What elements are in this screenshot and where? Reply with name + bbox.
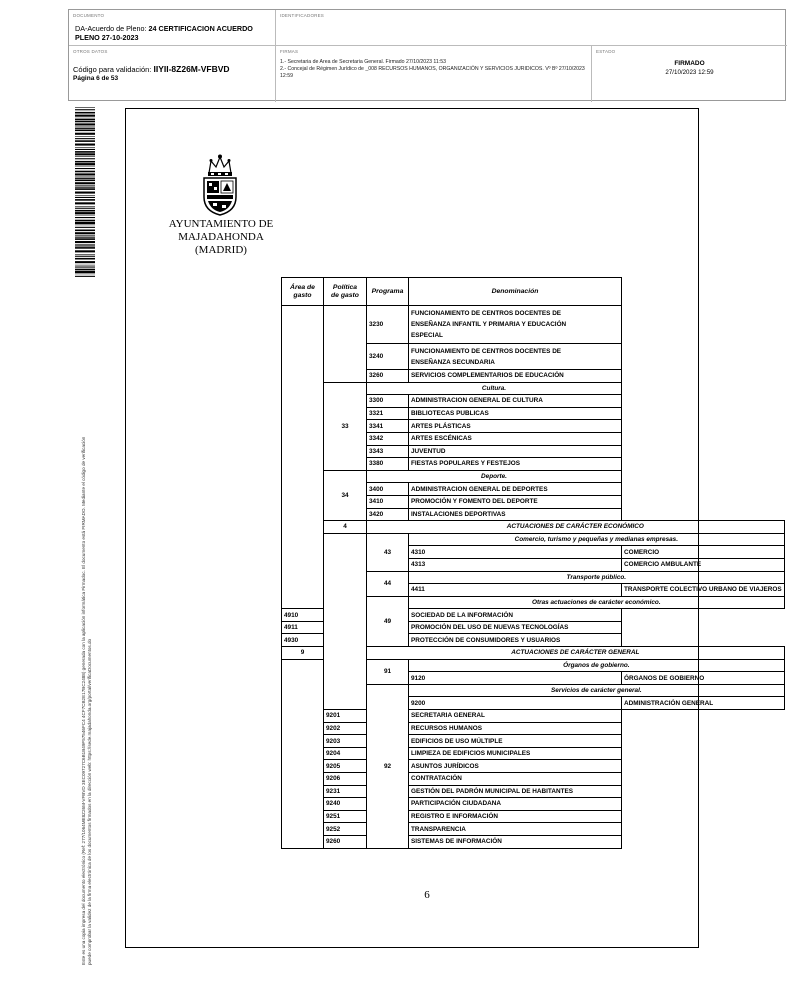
ayuntamiento-name: AYUNTAMIENTO DE MAJADAHONDA (MADRID) [168,218,274,256]
identificadores-label: IDENTIFICADORES [280,13,325,18]
estado-cell [592,46,787,102]
page-count: Página 6 de 53 [73,75,119,82]
program-code: 9120 [409,672,622,685]
barcode-bar [75,220,95,222]
policy-cell: 44 [367,571,409,596]
program-code: 3380 [367,458,409,471]
barcode-bar [75,153,95,155]
barcode-bar [75,197,95,198]
program-code: 3230 [367,306,409,344]
program-code: 3342 [367,432,409,445]
barcode-bar [75,271,95,273]
program-name: COMERCIO AMBULANTE [622,558,785,571]
barcode-bar [75,212,95,214]
table-row [282,785,785,798]
barcode-bar [75,261,95,263]
program-name: GESTIÓN DEL PADRÓN MUNICIPAL DE HABITANTES [409,785,622,798]
barcode-bar [75,107,95,108]
program-code: 4310 [409,546,622,559]
budget-program-table [281,277,785,849]
program-name: PARTICIPACIÓN CIUDADANA [409,798,622,811]
side-verification-text [81,285,93,965]
barcode-bar [75,185,95,186]
table-row [282,810,785,823]
program-code: 3260 [367,370,409,383]
barcode-bar [75,237,95,238]
table-header-row [282,278,785,306]
category-row [282,470,785,483]
program-code: 9204 [324,747,367,760]
program-name: ADMINISTRACION GENERAL DE CULTURA [409,395,622,408]
barcode-bar [75,269,95,271]
document-header [68,9,786,101]
barcode-bar [75,206,95,207]
program-name: JUVENTUD [409,445,622,458]
table-row [282,306,785,344]
program-code: 4313 [409,558,622,571]
program-name: PROTECCIÓN DE CONSUMIDORES Y USUARIOS [409,634,622,647]
category-label: Otras actuaciones de carácter económico. [409,596,785,609]
category-label: Transporte público. [409,571,785,584]
program-code: 9240 [324,798,367,811]
barcode-bar [75,144,95,146]
barcode-bar [75,244,95,245]
barcode-bar [75,118,95,119]
barcode-bar [75,156,95,157]
program-code: 3420 [367,508,409,521]
table-row [282,835,785,848]
documento-label: DOCUMENTO [73,13,105,18]
barcode-bar [75,238,95,240]
program-name: FUNCIONAMIENTO DE CENTROS DOCENTES DE ENSEÑANZA INFANTIL Y PRIMARIA Y EDUCACIÓN ESPECIAL [409,306,622,344]
program-name: EDIFICIOS DE USO MÚLTIPLE [409,735,622,748]
program-name: ÓRGANOS DE GOBIERNO [622,672,785,685]
side-text-line-1: Este es una copia impresa del documento electrónico (Ref: 277/1064ME8Z26M-VFBVD 3EC09727C6B1B49F57546FC4 4CF7CB2E17BC2488) generada con la aplicación informática Firmadoc. El documento está FIRMADO. Mediante el código de verificación [81,436,86,965]
header-programa: Programa [367,278,409,306]
program-name: ASUNTOS JURÍDICOS [409,760,622,773]
barcode-bar [75,258,95,260]
firma-1: 1.- Secretaria de Area de Secretaria General. Firmado 27/10/2023 11:53 [280,59,447,65]
otros-datos-label: OTROS DATOS [73,49,108,54]
program-code: 9231 [324,785,367,798]
program-code: 3343 [367,445,409,458]
program-code: 9206 [324,773,367,786]
barcode-bar [75,158,95,159]
program-name: SOCIEDAD DE LA INFORMACIÓN [409,609,622,622]
barcode-bar [75,208,95,209]
estado-value: FIRMADO [674,60,705,67]
barcode-bar [75,225,95,226]
program-code: 9203 [324,735,367,748]
policy-cell: 91 [367,659,409,684]
barcode-bar [75,171,95,173]
barcode-bar [75,232,95,234]
program-code: 3240 [367,344,409,370]
coat-of-arms-icon [199,153,241,217]
category-label: Deporte. [367,470,622,483]
barcode-bar [75,115,95,117]
barcode-bar [75,235,95,236]
table-row [282,735,785,748]
policy-cell: 34 [324,470,367,520]
validation-code-value[interactable]: IIYII-8Z26M-VFBVD [153,64,230,74]
program-name: TRANSPARENCIA [409,823,622,836]
barcode-bar [75,222,95,224]
barcode-bar [75,195,95,196]
barcode-bar [75,109,95,110]
program-name: TRANSPORTE COLECTIVO URBANO DE VIAJEROS [622,584,785,597]
barcode-bar [75,188,95,190]
barcode-bar [75,163,95,165]
barcode-bar [75,178,95,179]
program-code: 9205 [324,760,367,773]
barcode-bar [75,192,95,194]
barcode-bar [75,166,95,167]
barcode [75,107,95,277]
barcode-bar [75,187,95,188]
header-denominacion: Denominación [409,278,622,306]
identificadores-cell [276,10,787,46]
barcode-bar [75,265,95,266]
header-politica: Política de gasto [324,278,367,306]
barcode-bar [75,182,95,184]
area-cell-3 [282,306,324,609]
otros-datos-cell [69,46,276,102]
area-cell-9 [282,659,324,848]
program-name: SECRETARIA GENERAL [409,710,622,723]
program-name: ADMINISTRACIÓN GENERAL [622,697,785,710]
program-code: 9201 [324,710,367,723]
program-name: ADMINISTRACION GENERAL DE DEPORTES [409,483,622,496]
program-code: 9200 [409,697,622,710]
documento-title: DA-Acuerdo de Pleno: 24 CERTIFICACION ACUERDO PLENO 27-10-2023 [75,24,253,42]
validation-code: Código para validación: IIYII-8Z26M-VFBVD [73,64,230,74]
program-name: BIBLIOTECAS PUBLICAS [409,407,622,420]
barcode-bar [75,168,95,169]
barcode-bar [75,147,95,148]
barcode-bar [75,254,95,255]
barcode-bar [75,245,95,246]
area-cell-4 [324,533,367,709]
category-label: Comercio, turismo y pequeñas y medianas empresas. [409,533,785,546]
program-code: 3300 [367,395,409,408]
page-number: 6 [424,889,430,901]
program-code: 3321 [367,407,409,420]
barcode-bar [75,149,95,150]
table-row [282,710,785,723]
barcode-bar [75,127,95,128]
barcode-bar [75,202,95,204]
category-row [282,533,785,546]
program-name: PROMOCIÓN Y FOMENTO DEL DEPORTE [409,495,622,508]
firma-2: 2.- Concejal de Régimen Jurídico de _008 RECURSOS HUMANOS, ORGANIZACIÓN Y SERVICIOS JURIDICOS. Vº Bº 27/10/2023 12:59 [280,66,585,79]
program-name: ARTES ESCÉNICAS [409,432,622,445]
barcode-bar [75,230,95,232]
program-name: SERVICIOS COMPLEMENTARIOS DE EDUCACIÓN [409,370,622,383]
program-name: COMERCIO [622,546,785,559]
barcode-bar [75,199,95,201]
program-code: 4911 [282,621,324,634]
barcode-bar [75,140,95,142]
category-label: Órganos de gobierno. [409,659,785,672]
program-name: INSTALACIONES DEPORTIVAS [409,508,622,521]
area-name: ACTUACIONES DE CARÁCTER GENERAL [367,647,785,660]
program-code: 9260 [324,835,367,848]
program-name: REGISTRO E INFORMACIÓN [409,810,622,823]
table-row [282,823,785,836]
barcode-bar [75,177,95,178]
barcode-bar [75,274,95,275]
program-code: 3341 [367,420,409,433]
barcode-bar [75,180,95,182]
firmas-list [280,59,588,80]
barcode-bar [75,133,95,135]
policy-cell: 49 [367,596,409,646]
barcode-bar [75,130,95,132]
program-name: FIESTAS POPULARES Y FESTEJOS [409,458,622,471]
barcode-bar [75,217,95,218]
program-name: PROMOCIÓN DEL USO DE NUEVAS TECNOLOGÍAS [409,621,622,634]
barcode-bar [75,112,95,114]
barcode-bar [75,241,95,243]
table-row [282,773,785,786]
program-code: 4411 [409,584,622,597]
documento-cell [69,10,276,46]
program-code: 3400 [367,483,409,496]
estado-date: 27/10/2023 12:59 [665,69,714,76]
firmas-label: FIRMAS [280,49,299,54]
estado-label: ESTADO [596,49,616,54]
program-code: 4910 [282,609,324,622]
barcode-bar [75,119,95,120]
program-name: LIMPIEZA DE EDIFICIOS MUNICIPALES [409,747,622,760]
barcode-bar [75,123,95,125]
program-name: ARTES PLÁSTICAS [409,420,622,433]
program-code: 4930 [282,634,324,647]
program-code: 9202 [324,722,367,735]
program-code: 9252 [324,823,367,836]
category-label: Servicios de carácter general. [409,684,785,697]
barcode-bar [75,215,95,216]
barcode-bar [75,227,95,228]
program-name: RECURSOS HUMANOS [409,722,622,735]
barcode-bar [75,128,95,129]
category-row [282,382,785,395]
area-row [282,521,785,534]
barcode-bar [75,138,95,139]
program-name: SISTEMAS DE INFORMACIÓN [409,835,622,848]
barcode-bar [75,161,95,163]
area-code: 4 [324,521,367,534]
table-row [282,722,785,735]
table-row [282,747,785,760]
category-label: Cultura. [367,382,622,395]
program-code: 9251 [324,810,367,823]
barcode-bar [75,250,95,252]
policy-cell: 92 [367,684,409,848]
barcode-bar [75,121,95,123]
table-row [282,760,785,773]
area-name: ACTUACIONES DE CARÁCTER ECONÓMICO [367,521,785,534]
barcode-bar [75,210,95,212]
barcode-bar [75,173,95,175]
barcode-bar [75,267,95,268]
barcode-bar [75,256,95,257]
barcode-bar [75,276,95,277]
program-code: 3410 [367,495,409,508]
barcode-bar [75,151,95,153]
policy-cell: 33 [324,382,367,470]
program-name: CONTRATACIÓN [409,773,622,786]
program-name: FUNCIONAMIENTO DE CENTROS DOCENTES DE ENSEÑANZA SECUNDARIA [409,344,622,370]
table-row [282,798,785,811]
side-text-line-2: puede comprobar la validez de la firma electrónica de los documentos firmados en la dirección web: https://sede.majadahonda.org/portal/verificaDocumentos.do [87,638,93,965]
documento-title-bold: 24 CERTIFICACION ACUERDO PLENO 27-10-2023 [75,24,253,42]
firmas-cell [276,46,592,102]
policy-cell: 43 [367,533,409,571]
barcode-bar [75,136,95,137]
header-area: Área de gasto [282,278,324,306]
area-code: 9 [282,647,324,660]
policy-cell-32 [324,306,367,383]
barcode-bar [75,247,95,249]
